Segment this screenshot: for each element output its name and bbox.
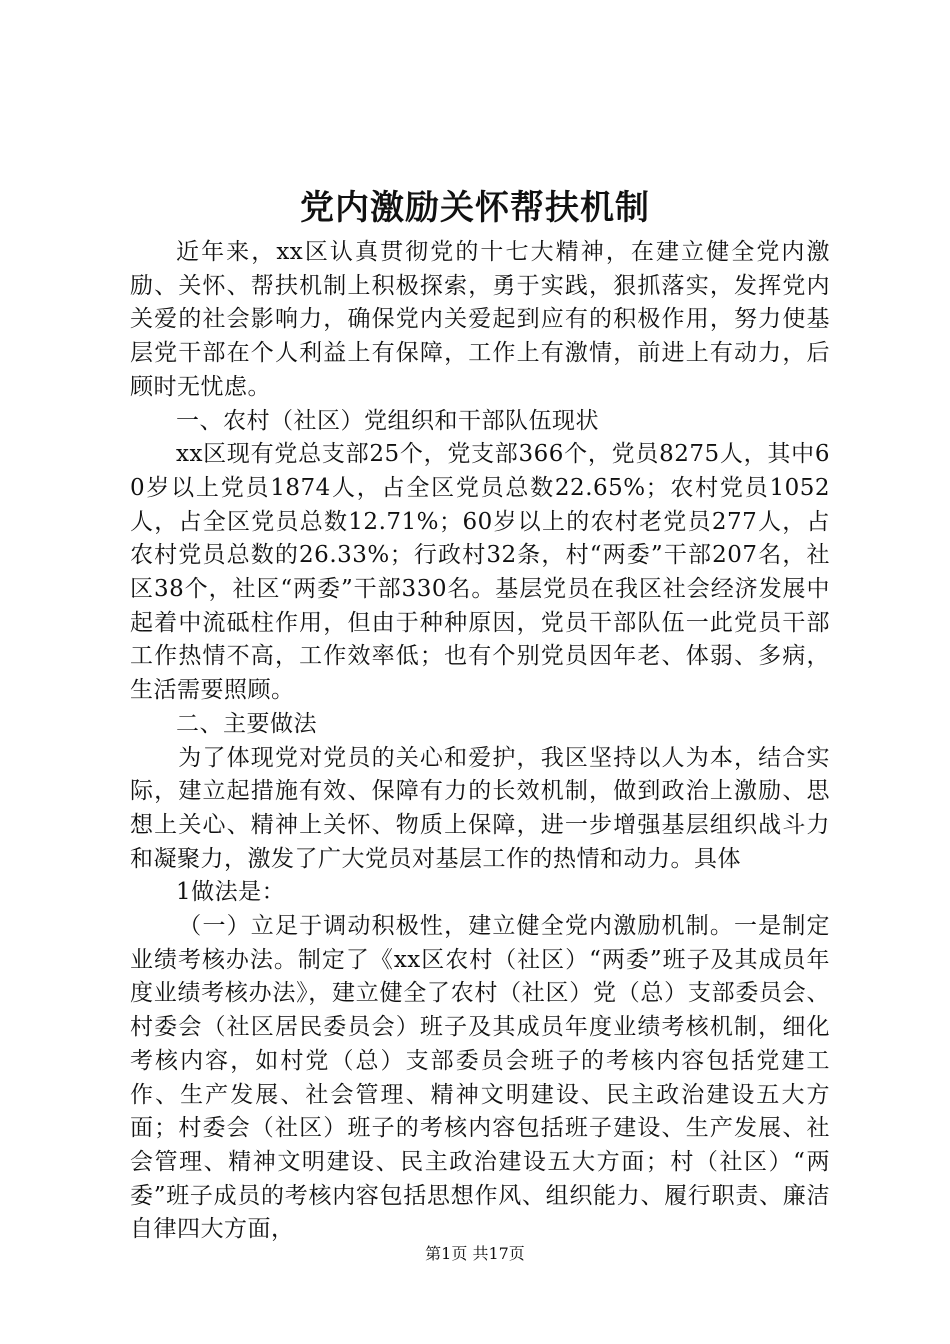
page-footer: 第1页 共17页 — [425, 1244, 525, 1263]
document-body — [130, 236, 830, 1247]
paragraph-intro: 近年来，xx区认真贯彻党的十七大精神，在建立健全党内激励、关怀、帮扶机制上积极探索，勇于实践，狠抓落实，发挥党内关爱的社会影响力，确保党内关爱起到应有的积极作用，努力使基层党干部在个人利益上有保障，工作上有激情，前进上有动力，后顾时无忧虑。 — [130, 239, 830, 400]
document-title: 党内激励关怀帮扶机制 — [300, 188, 650, 228]
paragraph-incentive: （一）立足于调动积极性，建立健全党内激励机制。一是制定业绩考核办法。制定了《xx区农村（社区）“两委”班子及其成员年度业绩考核办法》，建立健全了农村（社区）党（总）支部委员会、村委会（社区居民委员会）班子及其成员年度业绩考核机制，细化考核内容，如村党（总）支部委员会班子的考核内容包括党建工作、生产发展、社会管理、精神文明建设、民主政治建设五大方面；村委会（社区）班子的考核内容包括班子建设、生产发展、社会管理、精神文明建设、民主政治建设五大方面；村（社区）“两委”班子成员的考核内容包括思想作风、组织能力、履行职责、廉洁自律四大方面， — [130, 913, 830, 1243]
paragraph-methods: 为了体现党对党员的关心和爱护，我区坚持以人为本，结合实际，建立起措施有效、保障有力的长效机制，做到政治上激励、思想上关心、精神上关怀、物质上保障，进一步增强基层组织战斗力和凝聚力，激发了广大党员对基层工作的热情和动力。具体 — [130, 744, 830, 872]
section-heading-1: 一、农村（社区）党组织和干部队伍现状 — [176, 407, 599, 434]
paragraph-status: xx区现有党总支部25个，党支部366个，党员8275人，其中60岁以上党员1874人，占全区党员总数22.65%；农村党员1052人，占全区党员总数12.71%；60岁以上的农村老党员277人，占农村党员总数的26.33%；行政村32条，村“两委”干部207名，社区38个，社区“两委”干部330名。基层党员在我区社会经济发展中起着中流砥柱作用，但由于种种原因，党员干部队伍一此党员干部工作热情不高，工作效率低；也有个别党员因年老、体弱、多病，生活需要照顾。 — [130, 441, 830, 704]
section-heading-2: 二、主要做法 — [176, 710, 317, 737]
paragraph-methods-lead: 1做法是： — [176, 879, 286, 906]
